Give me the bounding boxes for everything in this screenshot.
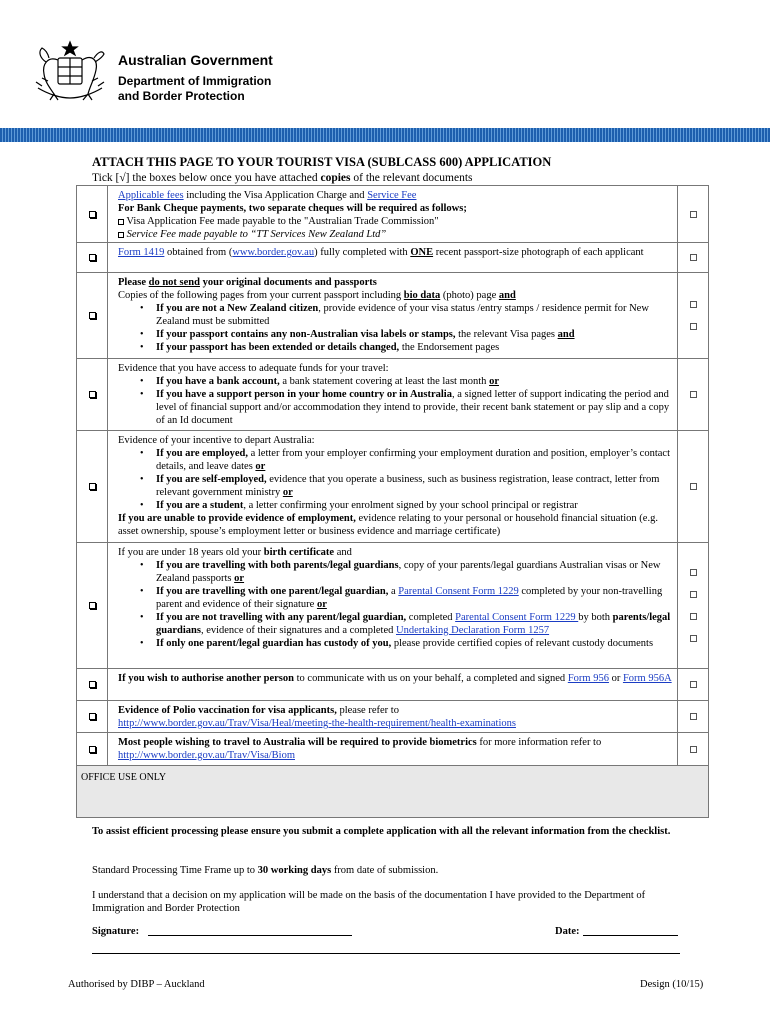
passports-b1b: , provide evidence of your visa status /entry stamps / residence permit for New Zealand must be submitted (156, 303, 649, 327)
parental-consent-form-link-2[interactable]: Parental Consent Form 1229 (455, 612, 579, 623)
signature-label: Signature: (92, 926, 140, 937)
minors-intro-b: birth certificate (263, 547, 335, 558)
page-title: ATTACH THIS PAGE TO YOUR TOURIST VISA (SUBLCASS 600) APPLICATION (92, 155, 552, 169)
incentive-b3a: If you are a student (156, 500, 244, 511)
funds-b1b: a bank statement covering at least the last month (279, 376, 490, 387)
form1419-one: ONE (410, 247, 434, 258)
passports-b3b: the Endorsement pages (399, 342, 500, 353)
biometrics-b: for more information refer to (476, 737, 602, 748)
incentive-tail-a: If you are unable to provide evidence of employment, (118, 513, 356, 524)
row-funds (77, 359, 709, 431)
row-biometrics (77, 733, 709, 766)
government-title: Australian Government (118, 52, 273, 68)
department-name (118, 74, 271, 104)
applicable-fees-link[interactable]: Applicable fees (118, 190, 184, 201)
passports-l2d: and (498, 290, 516, 301)
minors-b4a: If only one parent/legal guardian has custody of you, (156, 638, 392, 649)
incentive-b2b: evidence that you operate a business, such as business registration, lease contract, letter from relevant government ministry (156, 474, 660, 498)
date-label: Date: (555, 926, 580, 937)
processing-a: Standard Processing Time Frame up to (92, 865, 258, 876)
minors-b1c: or (234, 573, 245, 584)
checkbox-authorise-right[interactable] (690, 681, 697, 688)
incentive-b2c: or (282, 487, 293, 498)
list-item (118, 341, 673, 354)
passports-l1b: do not send (148, 277, 200, 288)
passports-l1c: your original documents and passports (199, 277, 377, 288)
office-use-only: OFFICE USE ONLY (77, 766, 709, 818)
form1419-text1: obtained from ( (164, 247, 233, 258)
checkbox-passports-right-1[interactable] (690, 301, 697, 308)
coat-of-arms-logo (32, 38, 108, 108)
minors-b2b: a (388, 586, 399, 597)
list-item (118, 585, 673, 611)
funds-intro: Evidence that you have access to adequate funds for your travel: (118, 363, 389, 374)
row-office-use (77, 766, 709, 818)
checkbox-form1419-right[interactable] (690, 254, 697, 261)
passports-b2a: If your passport contains any non-Australian visa labels or stamps, (156, 329, 456, 340)
department-line-1: Department of Immigration (118, 74, 272, 88)
fees-text: including the Visa Application Charge and (183, 190, 368, 201)
list-item (118, 328, 673, 341)
checkbox-fees-right[interactable] (690, 211, 697, 218)
biometrics-a: Most people wishing to travel to Australia will be required to provide biometrics (118, 737, 477, 748)
passports-b1a: If you are not a New Zealand citizen (156, 303, 319, 314)
service-fee-link[interactable]: Service Fee (367, 190, 417, 201)
instruction-suffix: of the relevant documents (350, 172, 473, 184)
processing-c: from date of submission. (331, 865, 439, 876)
row-form1419 (77, 243, 709, 273)
minors-intro-c: and (334, 547, 352, 558)
funds-b1c: or (489, 376, 499, 387)
checkbox-biometrics-right[interactable] (690, 746, 697, 753)
authorise-b: to communicate with us on your behalf, a completed and signed (294, 673, 568, 684)
list-item (118, 637, 673, 650)
list-item (118, 559, 673, 585)
incentive-b1c: or (255, 461, 266, 472)
list-item (118, 473, 673, 499)
minors-b2a: If you are travelling with one parent/legal guardian, (156, 586, 389, 597)
form-956-link[interactable]: Form 956 (567, 673, 609, 684)
checkbox-fees[interactable] (89, 211, 96, 218)
checkbox-passports-right-2[interactable] (690, 323, 697, 330)
checkbox-polio-right[interactable] (690, 713, 697, 720)
checkbox-authorise[interactable] (89, 681, 96, 688)
minors-intro-a: If you are under 18 years old your (118, 547, 264, 558)
checkbox-minors[interactable] (89, 602, 96, 609)
form-1419-link[interactable]: Form 1419 (118, 247, 165, 258)
incentive-b1b: a letter from your employer confirming your employment duration and position, employer’s contact details, and leave dates (156, 448, 670, 472)
list-item (118, 375, 673, 388)
biometrics-link[interactable]: http://www.border.gov.au/Trav/Visa/Biom (118, 750, 295, 761)
service-fee-payee: Service Fee made payable to “TT Services New Zealand Ltd” (124, 229, 387, 240)
incentive-b3b: , a letter confirming your enrolment signed by your school principal or registrar (243, 500, 578, 511)
instruction-prefix: Tick [√] the boxes below once you have attached (92, 172, 321, 184)
row-passports (77, 273, 709, 359)
incentive-tail-b: evidence relating to your personal or household financial situation (e.g. asset ownership, spouse’s employment letter or business evidence and marriage certificate) (118, 513, 658, 537)
passports-l1a: Please (118, 277, 149, 288)
minors-b3c: by both (578, 612, 613, 623)
checkbox-minors-right-2[interactable] (690, 591, 697, 598)
form1419-text2: ) fully completed with (314, 247, 411, 258)
processing-b: 30 working days (257, 865, 332, 876)
incentive-intro: Evidence of your incentive to depart Australia: (118, 435, 315, 446)
form-956a-link[interactable]: Form 956A (622, 673, 672, 684)
polio-b: please refer to (336, 705, 399, 716)
divider (92, 953, 680, 954)
passports-l2c: (photo) page (440, 290, 499, 301)
processing-time (92, 864, 438, 877)
checkbox-form1419[interactable] (89, 254, 96, 261)
funds-b2b: , a signed letter of support indicating the period and level of financial support and/or accommodation they intend to provide, their recent bank statement or pay slip and a copy of an Id document (156, 389, 670, 426)
list-item (118, 499, 673, 512)
row-incentive (77, 431, 709, 543)
declaration: I understand that a decision on my application will be made on the basis of the documentation I have provided to the Department of Immigration and Border Protection (92, 890, 646, 914)
checkbox-funds[interactable] (89, 391, 96, 398)
checkbox-minors-right-1[interactable] (690, 569, 697, 576)
instruction (92, 171, 473, 185)
checkbox-passports[interactable] (89, 312, 96, 319)
minors-b1a: If you are travelling with both parents/legal guardians (156, 560, 399, 571)
minors-b3e: , evidence of their signatures and a completed (200, 625, 396, 636)
authorise-a: If you wish to authorise another person (118, 673, 294, 684)
checkbox-incentive[interactable] (89, 483, 96, 490)
checkbox-minors-right-3[interactable] (690, 613, 697, 620)
border-gov-link[interactable]: www.border.gov.au (232, 247, 315, 258)
checkbox-funds-right[interactable] (690, 391, 697, 398)
checkbox-minors-right-4[interactable] (690, 635, 697, 642)
minors-b3b: completed (406, 612, 456, 623)
row-authorise (77, 669, 709, 701)
polio-a: Evidence of Polio vaccination for visa applicants, (118, 705, 337, 716)
minors-b2d: or (316, 599, 327, 610)
list-item (118, 388, 673, 427)
header-stripe (0, 128, 770, 142)
passports-l2b: bio data (403, 290, 441, 301)
list-item (118, 302, 673, 328)
passports-b2b: the relevant Visa pages (455, 329, 558, 340)
passports-b3a: If your passport has been extended or details changed, (156, 342, 400, 353)
passports-l2a: Copies of the following pages from your current passport including (118, 290, 404, 301)
checkbox-biometrics[interactable] (89, 746, 96, 753)
instruction-bold: copies (320, 172, 351, 184)
minors-b2c: completed by your non-travelling parent and evidence of their signature (156, 586, 663, 610)
minors-b3d: parents/legal guardians (156, 612, 671, 636)
row-polio (77, 701, 709, 733)
minors-b3a: If you are not travelling with any parent/legal guardian, (156, 612, 407, 623)
footer-design: Design (10/15) (640, 979, 704, 990)
incentive-b1a: If you are employed, (156, 448, 248, 459)
incentive-b2a: If you are self-employed, (156, 474, 267, 485)
health-examinations-link[interactable]: http://www.border.gov.au/Trav/Visa/Heal/meeting-the-health-requirement/health-examinations (118, 718, 516, 729)
footer-authorised: Authorised by DIBP – Auckland (68, 979, 205, 990)
list-item (118, 611, 673, 637)
undertaking-declaration-link[interactable]: Undertaking Declaration Form 1257 (396, 625, 550, 636)
checklist-table (76, 185, 709, 818)
passports-b2c: and (557, 329, 575, 340)
checkbox-polio[interactable] (89, 713, 96, 720)
row-minors (77, 543, 709, 669)
checkbox-incentive-right[interactable] (690, 483, 697, 490)
minors-b1b: , copy of your parents/legal guardians Australian visas or New Zealand passports (156, 560, 661, 584)
funds-b1a: If you have a bank account, (156, 376, 280, 387)
authorise-c: or (608, 673, 623, 684)
department-line-2: and Border Protection (118, 89, 245, 103)
minors-b4b: please provide certified copies of relevant custody documents (391, 638, 654, 649)
funds-b2a: If you have a support person in your home country or in Australia (156, 389, 452, 400)
visa-fee-payee: Visa Application Fee made payable to the "Australian Trade Commission" (124, 216, 439, 227)
date-field[interactable] (583, 935, 678, 936)
bank-cheque-note: For Bank Cheque payments, two separate cheques will be required as follows; (118, 203, 467, 214)
signature-field[interactable] (148, 935, 352, 936)
form1419-text3: recent passport-size photograph of each applicant (433, 247, 644, 258)
assist-note: To assist efficient processing please ensure you submit a complete application with all the relevant information from the checklist. (92, 826, 671, 837)
list-item (118, 447, 673, 473)
row-fees (77, 186, 709, 243)
parental-consent-form-link[interactable]: Parental Consent Form 1229 (398, 586, 519, 597)
